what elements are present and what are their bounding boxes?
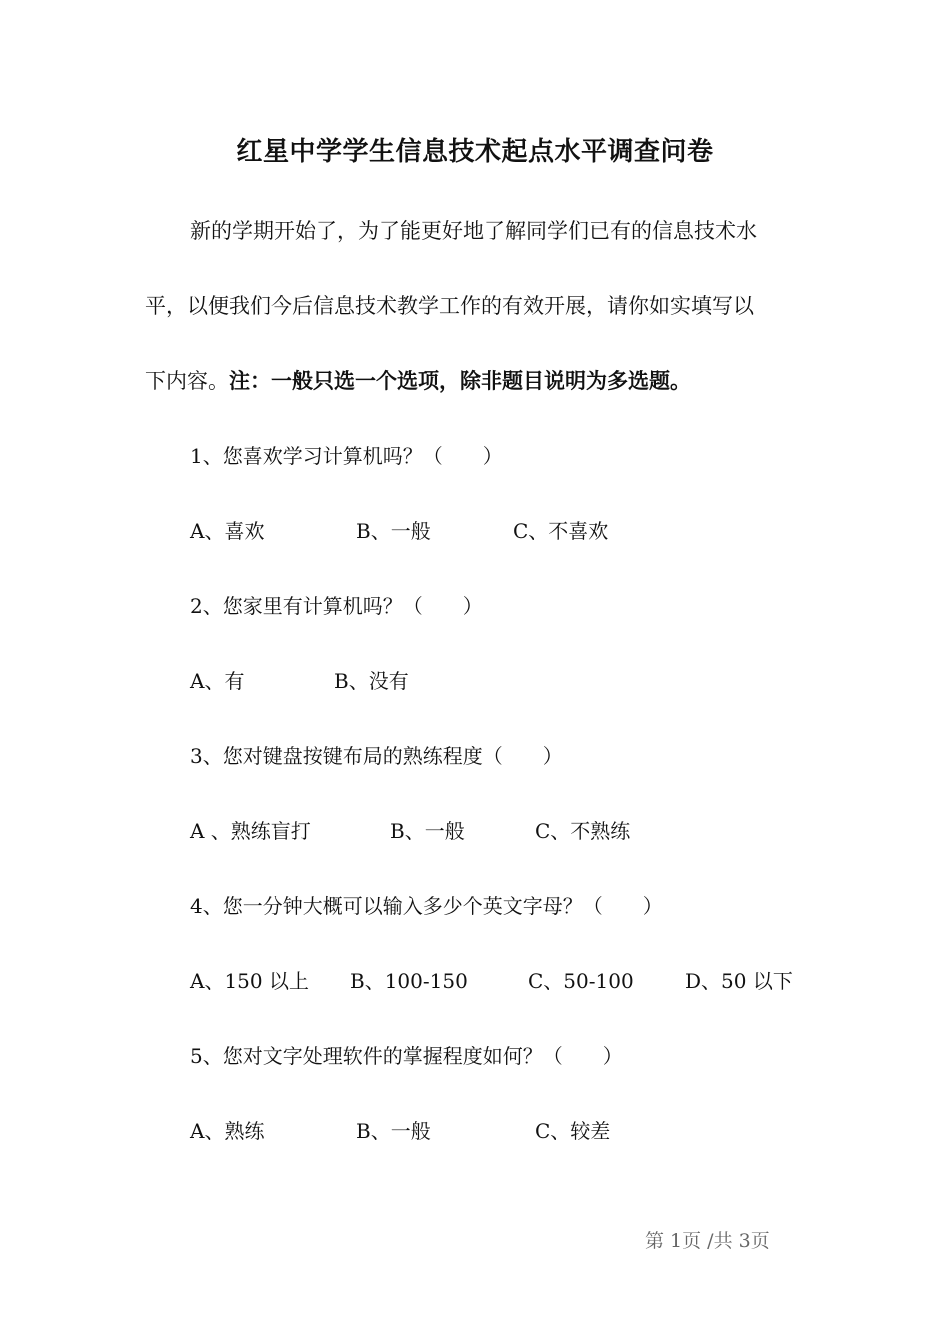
document-title: 红星中学学生信息技术起点水平调查问卷 xyxy=(236,137,714,167)
q3-option-a: A 、熟练盲打 xyxy=(190,819,311,843)
q3-option-c: C、不熟练 xyxy=(535,819,631,843)
q2-option-b: B、没有 xyxy=(334,669,409,693)
page-number-footer: 第 1页 /共 3页 xyxy=(645,1230,770,1252)
intro-line-2: 平，以便我们今后信息技术教学工作的有效开展，请你如实填写以 xyxy=(145,294,754,318)
q4-option-d: D、50 以下 xyxy=(685,969,793,993)
question-3: 3、您对键盘按键布局的熟练程度（ ） xyxy=(190,744,563,768)
question-1: 1、您喜欢学习计算机吗？（ ） xyxy=(190,444,503,468)
question-2: 2、您家里有计算机吗？（ ） xyxy=(190,594,483,618)
question-4: 4、您一分钟大概可以输入多少个英文字母？（ ） xyxy=(190,894,663,918)
q3-option-b: B、一般 xyxy=(390,819,465,843)
q5-option-c: C、较差 xyxy=(535,1119,611,1143)
intro-line-1: 新的学期开始了，为了能更好地了解同学们已有的信息技术水 xyxy=(190,219,757,243)
q4-option-c: C、50-100 xyxy=(528,969,634,993)
question-5: 5、您对文字处理软件的掌握程度如何？（ ） xyxy=(190,1044,623,1068)
intro-note: 注：一般只选一个选项，除非题目说明为多选题。 xyxy=(229,368,691,393)
q1-option-c: C、不喜欢 xyxy=(513,519,609,543)
intro-line-3 xyxy=(145,365,691,395)
q5-option-a: A、熟练 xyxy=(190,1119,265,1143)
q1-option-b: B、一般 xyxy=(356,519,431,543)
intro-line-3-text: 下内容。 xyxy=(145,369,229,393)
q4-option-a: A、150 以上 xyxy=(190,969,309,993)
q1-option-a: A、喜欢 xyxy=(190,519,265,543)
q5-option-b: B、一般 xyxy=(356,1119,431,1143)
q2-option-a: A、有 xyxy=(190,669,245,693)
q4-option-b: B、100-150 xyxy=(350,969,468,993)
